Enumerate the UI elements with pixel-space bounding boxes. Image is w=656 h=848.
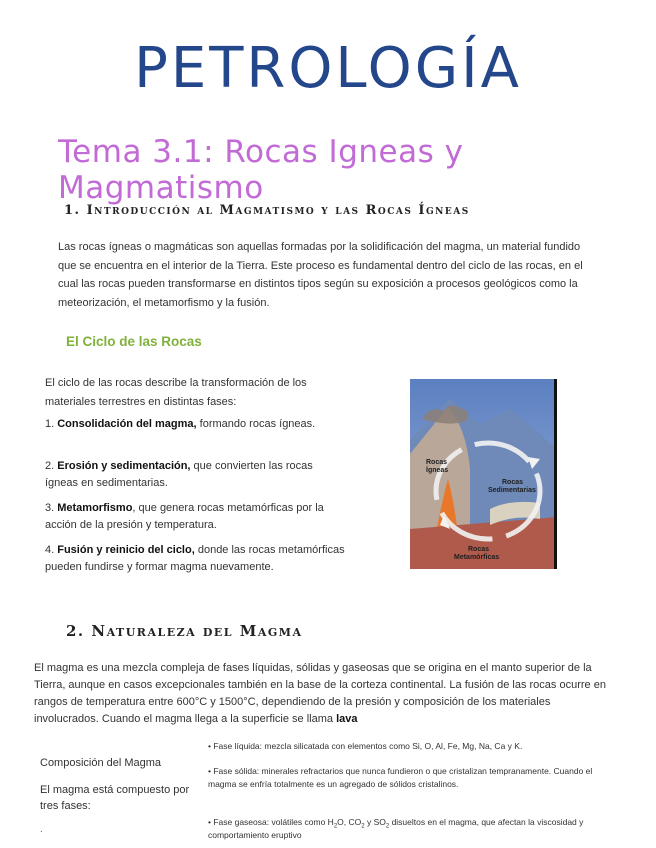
step-text: donde las rocas metamórficas pueden fundirse y formar magma nuevamente. (45, 544, 345, 573)
step-title: Consolidación del magma, (57, 418, 197, 430)
stray-mark: . (40, 824, 43, 835)
phase-liquid-item: • Fase líquida: mezcla silicatada con elementos como Si, O, Al, Fe, Mg, Na, Ca y K. (208, 741, 523, 751)
phase-gas-item (208, 816, 608, 842)
composition-description: El magma está compuesto por tres fases: (40, 784, 190, 812)
step-number: 4. (45, 544, 58, 556)
step-title: Metamorfismo (57, 502, 133, 514)
rock-cycle-step (45, 500, 345, 533)
intro-paragraph: Las rocas ígneas o magmáticas son aquellas formadas por la solidificación del magma, un material fundido que se encuentra en el interior de la Tierra. Este proceso es fundamental dentro del ciclo de las rocas, en el cual las rocas pueden transformarse en distintos tipos según su exposición a procesos geológicos como la meteorización, el metamorfismo y la fusión. (58, 241, 583, 309)
step-text: , que genera rocas metamórficas por la acción de la presión y temperatura. (45, 502, 324, 531)
subscript: 2 (385, 823, 390, 830)
phase-gas-text: y SO (364, 817, 386, 827)
section-1-heading: 1. Introducción al Magmatismo y las Rocas Ígneas (64, 203, 470, 218)
phase-gas-text: disueltos en el magma, que afectan la viscosidad y comportamiento eruptivo (208, 817, 584, 840)
magma-paragraph (34, 660, 606, 728)
composition-label: Composición del Magma (40, 757, 162, 769)
rock-cycle-illustration (410, 379, 557, 569)
step-number: 1. (45, 418, 58, 430)
lava-term: lava (336, 713, 358, 725)
metamorphic-label: Rocas (468, 546, 490, 553)
rock-cycle-step (45, 416, 345, 433)
rock-cycle-heading: El Ciclo de las Rocas (66, 334, 202, 349)
sedimentary-label: Sedimentarias (488, 487, 536, 494)
document-title: PETROLOGÍA (134, 36, 522, 101)
subscript: 2 (361, 823, 365, 830)
step-title: Erosión y sedimentación, (57, 460, 191, 472)
igneous-label: Ígneas (426, 467, 449, 474)
subscript: 2 (333, 823, 338, 830)
igneous-label: Rocas (426, 459, 448, 466)
metamorphic-label: Metamórficas (454, 554, 500, 561)
magma-paragraph-text: El magma es una mezcla compleja de fases líquidas, sólidas y gaseosas que se origina en el manto superior de la Tierra, aunque en casos excepcionales también en la base de la corteza continental. La fusión de las rocas ocurre en rangos de temperatura entre 600°C y 1500°C, dependiendo de la presión y composición de los materiales involucrados. Cuando el magma llega a la superficie se llama (34, 662, 606, 725)
phase-gas-text: O, CO (337, 817, 362, 827)
rock-cycle-intro: El ciclo de las rocas describe la transformación de los materiales terrestres en distintas fases: (45, 377, 307, 408)
image-edge (554, 379, 557, 569)
step-number: 2. (45, 460, 58, 472)
rock-cycle-step (45, 542, 345, 575)
step-text: que convierten las rocas ígneas en sedimentarias. (45, 460, 313, 489)
section-2-heading: 2. Naturaleza del Magma (66, 622, 303, 640)
step-text: formando rocas ígneas. (196, 418, 316, 430)
topic-subtitle: Tema 3.1: Rocas Igneas y Magmatismo (58, 134, 464, 206)
sedimentary-label: Rocas (502, 479, 524, 486)
step-title: Fusión y reinicio del ciclo, (57, 544, 195, 556)
phase-solid-item: • Fase sólida: minerales refractarios que nunca fundieron o que cristalizan tempranamente. Cuando el magma se enfría totalmente es un agregado de sólidos cristalinos. (208, 766, 593, 789)
phase-gas-text: • Fase gaseosa: volátiles como H (208, 817, 334, 827)
step-number: 3. (45, 502, 58, 514)
rock-cycle-step (45, 458, 345, 491)
